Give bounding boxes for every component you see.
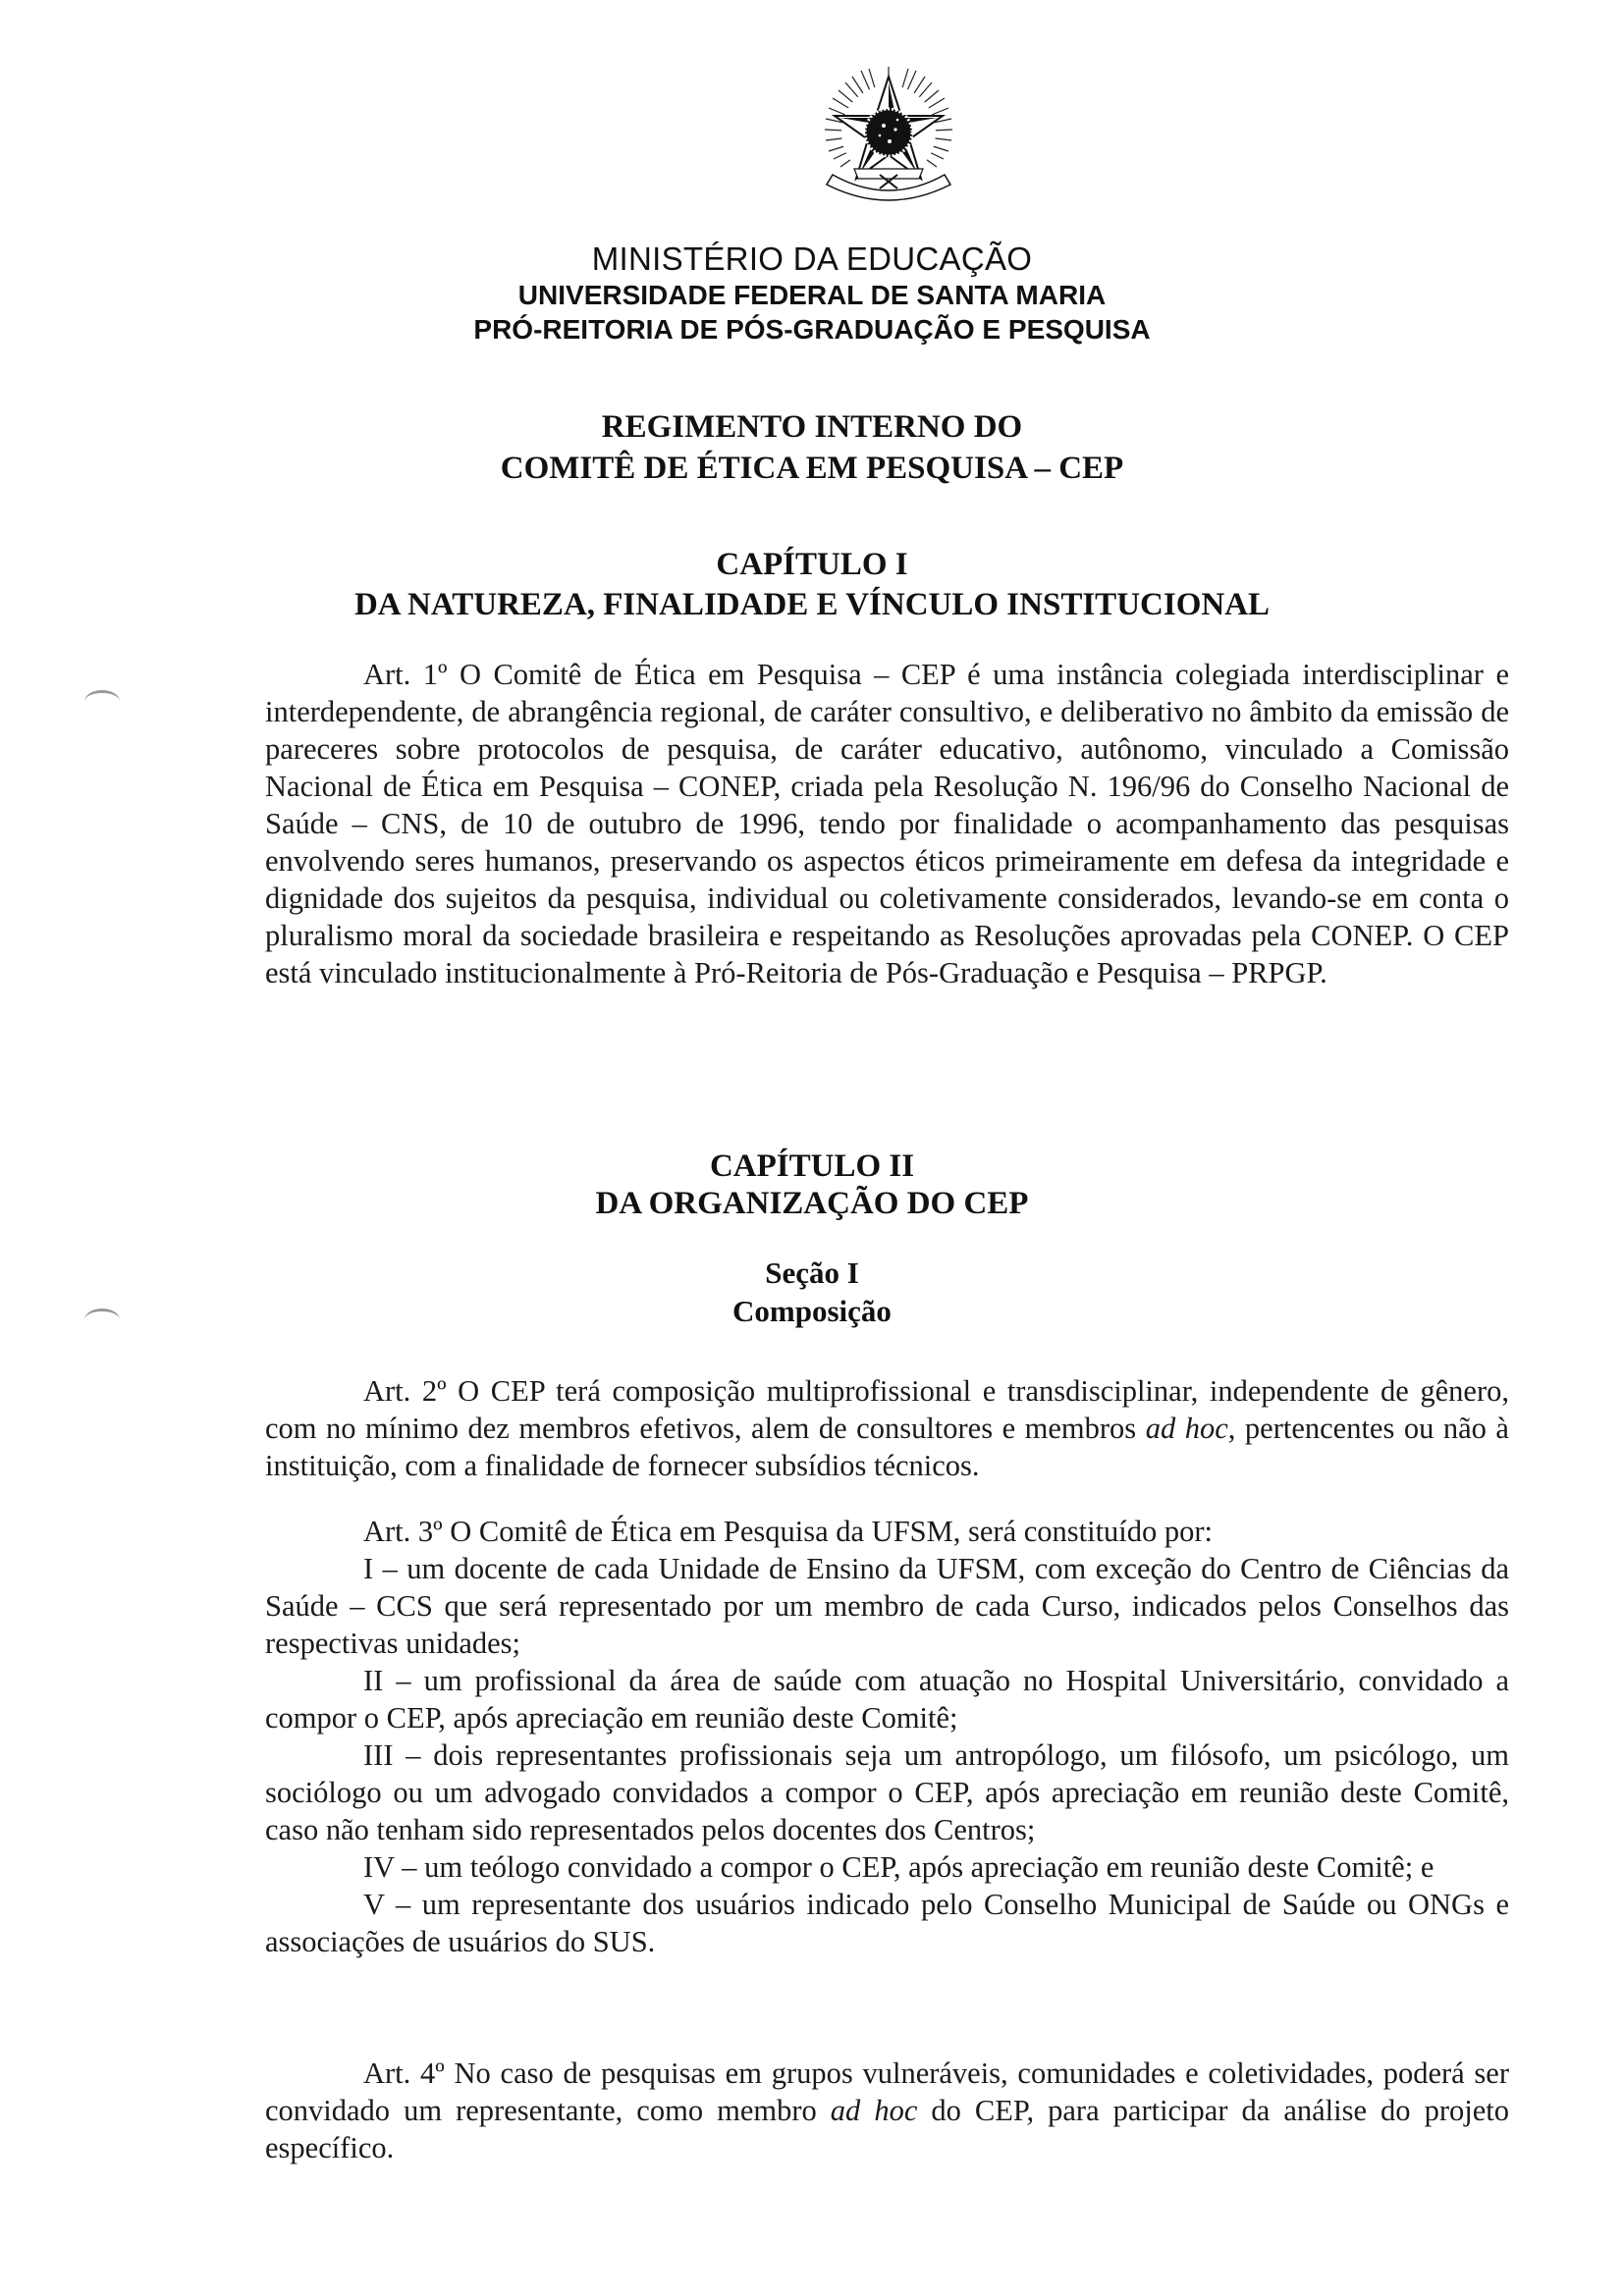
latin-term: ad hoc	[1145, 1412, 1228, 1445]
article-3-item-i: I – um docente de cada Unidade de Ensino da UFSM, com exceção do Centro de Ciências da Saúde – CCS que será representado por um membro de cada Curso, indicados pelos Conselhos das respectivas unidades;	[265, 1552, 1509, 1660]
document-title-line1: REGIMENTO INTERNO DO	[601, 409, 1023, 445]
article-4	[265, 2055, 1509, 2166]
section-subheading: Composição	[732, 1294, 892, 1328]
article-3	[265, 1513, 1540, 1960]
article-4-text: Art. 4º No caso de pesquisas em grupos vulneráveis, comunidades e coletividades, poderá ser convidado um representante, como membro ad hoc do CEP, para participar da análise do projeto específico.	[265, 2056, 1509, 2164]
chapter1-subheading: DA NATUREZA, FINALIDADE E VÍNCULO INSTITUCIONAL	[353, 587, 1271, 622]
chapter2-subheading: DA ORGANIZAÇÃO DO CEP	[595, 1186, 1029, 1221]
chapter2-heading: CAPÍTULO II	[709, 1148, 915, 1184]
ministry-heading: MINISTÉRIO DA EDUCAÇÃO	[591, 240, 1033, 277]
document-title-line2: COMITÊ DE ÉTICA EM PESQUISA – CEP	[500, 451, 1124, 486]
article-2-text: Art. 2º O CEP terá composição multiprofissional e transdisciplinar, independente de gênero, com no mínimo dez membros efetivos, alem de consultores e membros ad hoc, pertencentes ou não à instituição, com a finalidade de fornecer subsídios técnicos.	[265, 1374, 1509, 1482]
latin-term: ad hoc	[830, 2094, 918, 2127]
office-heading: PRÓ-REITORIA DE PÓS-GRADUAÇÃO E PESQUISA	[473, 314, 1151, 345]
article-3-item-iii: III – dois representantes profissionais seja um antropólogo, um filósofo, um psicólogo, um sociólogo ou um advogado convidados a compor o CEP, após apreciação em reunião deste Comitê, caso não tenham sido representados pelos docentes dos Centros;	[265, 1738, 1509, 1846]
section-heading: Seção I	[765, 1255, 859, 1290]
brazil-coat-of-arms-icon	[815, 59, 962, 206]
article-3-intro: Art. 3º O Comitê de Ética em Pesquisa da UFSM, será constituído por:	[363, 1515, 1214, 1548]
punch-hole-mark	[84, 690, 120, 713]
article-1-text: Art. 1º O Comitê de Ética em Pesquisa – CEP é uma instância colegiada interdisciplinar e interdependente, de abrangência regional, de caráter consultivo, e deliberativo no âmbito da emissão de pareceres sobre protocolos de pesquisa, de caráter educativo, autônomo, vinculado a Comissão Nacional de Ética em Pesquisa – CONEP, criada pela Resolução N. 196/96 do Conselho Nacional de Saúde – CNS, de 10 de outubro de 1996, tendo por finalidade o acompanhamento das pesquisas envolvendo seres humanos, preservando os aspectos éticos primeiramente em defesa da integridade e dignidade dos sujeitos da pesquisa, individual ou coletivamente considerados, levando-se em conta o pluralismo moral da sociedade brasileira e respeitando as Resoluções aprovadas pela CONEP. O CEP está vinculado institucionalmente à Pró-Reitoria de Pós-Graduação e Pesquisa – PRPGP.	[265, 658, 1509, 989]
chapter1-heading: CAPÍTULO I	[716, 547, 908, 582]
university-heading: UNIVERSIDADE FEDERAL DE SANTA MARIA	[517, 280, 1107, 310]
article-3-item-ii: II – um profissional da área de saúde com atuação no Hospital Universitário, convidado a compor o CEP, após apreciação em reunião deste Comitê;	[265, 1664, 1540, 1735]
article-1	[265, 656, 1509, 991]
article-3-item-v: V – um representante dos usuários indicado pelo Conselho Municipal de Saúde ou ONGs e associações de usuários do SUS.	[265, 1888, 1509, 1958]
article-3-item-iv: IV – um teólogo convidado a compor o CEP, após apreciação em reunião deste Comitê; e	[363, 1850, 1435, 1884]
article-2	[265, 1372, 1509, 1484]
